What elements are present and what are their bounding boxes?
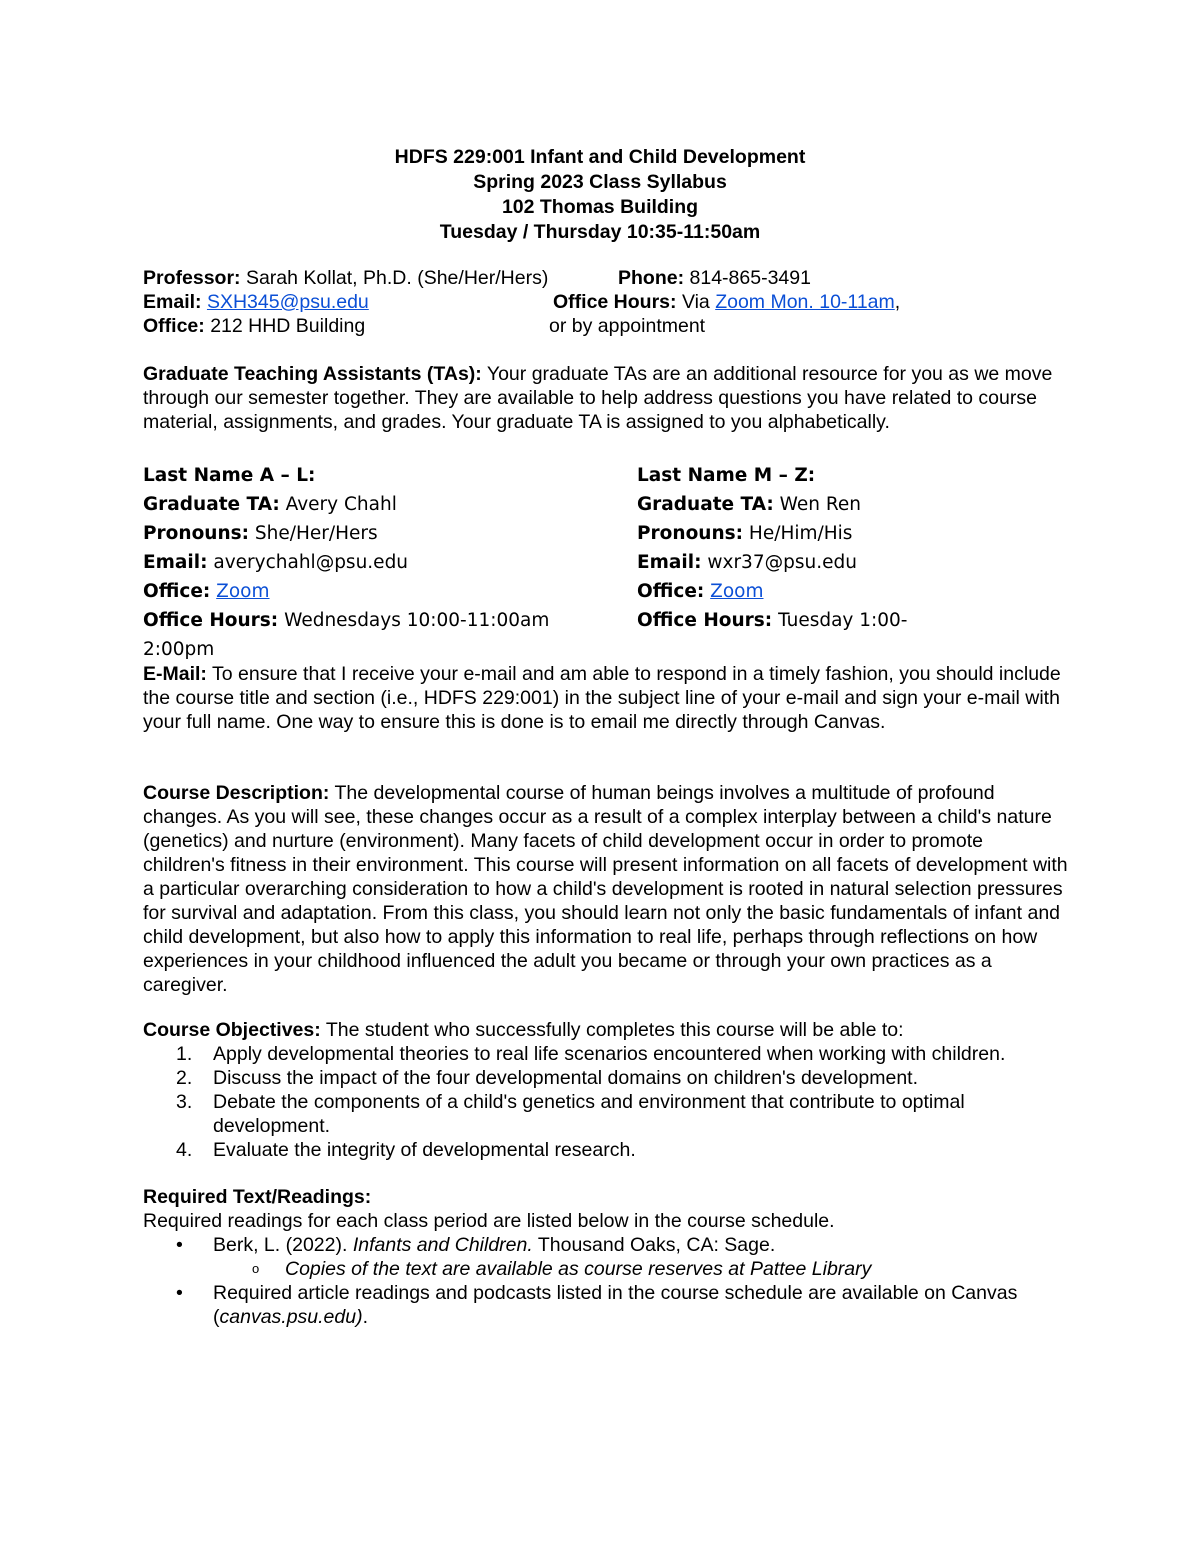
required-text-intro: Required readings for each class period are listed below in the course schedule.	[143, 1210, 835, 1232]
graduate-ta-text: Your graduate TAs are an additional resource for you as we move through our semester together. They are available to help address questions you have related to course material, assignments, and grades. Your graduate TA is assigned to you alphabetically.	[143, 363, 1053, 433]
objective-number: 4.	[176, 1139, 193, 1161]
ta-left-office-line: Office: Zoom	[143, 581, 270, 602]
office-location: 212 HHD Building	[210, 315, 366, 337]
course-meeting-times: Tuesday / Thursday 10:35-11:50am	[439, 221, 761, 243]
objective-number: 1.	[176, 1043, 193, 1065]
course-description-heading: Course Description:	[143, 782, 330, 804]
reading-item-textbook: Berk, L. (2022). Infants and Children. Thousand Oaks, CA: Sage.	[213, 1234, 776, 1256]
graduate-ta-heading: Graduate Teaching Assistants (TAs):	[143, 363, 482, 385]
email-policy-text: To ensure that I receive your e-mail and am able to respond in a timely fashion, you should include the course title and section (i.e., HDFS 229:001) in the subject line of your e-mail and sign your e-mail with your full name. One way to ensure this is done is to email me directly through Canvas.	[143, 663, 1061, 733]
appointment-note: or by appointment	[549, 315, 706, 337]
ta-left-pronouns: She/Her/Hers	[254, 523, 378, 544]
professor-label: Professor:	[143, 267, 241, 289]
course-objectives-intro	[143, 1018, 1068, 1042]
ta-right-group-heading: Last Name M – Z:	[637, 465, 816, 486]
reserve-note: Copies of the text are available as course reserves at Pattee Library	[285, 1258, 872, 1280]
reading-item-canvas: Required article readings and podcasts listed in the course schedule are available on Canvas (canvas.psu.edu).	[213, 1282, 1018, 1328]
objective-item: Apply developmental theories to real life scenarios encountered when working with children.	[213, 1043, 1006, 1065]
ta-right-pronouns-line: Pronouns: He/Him/His	[637, 523, 853, 544]
ta-left-group-heading: Last Name A – L:	[143, 465, 316, 486]
ta-right-email-line: Email: wxr37@psu.edu	[637, 552, 857, 573]
ta-left-hours: Wednesdays 10:00-11:00am	[284, 610, 550, 631]
objective-item: Evaluate the integrity of developmental research.	[213, 1139, 636, 1161]
ta-right-email: wxr37@psu.edu	[707, 552, 857, 573]
course-objectives-heading: Course Objectives:	[143, 1019, 321, 1041]
bullet-icon: •	[176, 1282, 183, 1304]
email-policy-heading: E-Mail:	[143, 663, 207, 685]
ta-left-email: averychahl@psu.edu	[213, 552, 409, 573]
course-location: 102 Thomas Building	[501, 196, 699, 218]
course-objectives-intro-text: The student who successfully completes this course will be able to:	[325, 1019, 904, 1041]
required-text-heading: Required Text/Readings:	[143, 1186, 372, 1208]
ta-right-hours: Tuesday 1:00-	[778, 610, 908, 631]
ta-left-email-line: Email: averychahl@psu.edu	[143, 552, 409, 573]
bullet-icon: •	[176, 1234, 183, 1256]
professor-email-link[interactable]: SXH345@psu.edu	[206, 291, 369, 313]
ta-right-name-line: Graduate TA: Wen Ren	[637, 494, 861, 515]
course-title: HDFS 229:001 Infant and Child Development	[394, 146, 806, 168]
ta-right-zoom-link[interactable]: Zoom	[710, 581, 764, 602]
ta-left-hours-line: Office Hours: Wednesdays 10:00-11:00am	[143, 610, 550, 631]
course-description-paragraph	[143, 781, 1068, 997]
ta-left-pronouns-line: Pronouns: She/Her/Hers	[143, 523, 378, 544]
course-description-text: The developmental course of human beings involves a multitude of profound changes. As you will see, these changes occur as a result of a complex interplay between a child's nature (genetics) and nurture (environment). Many facets of child development occur in order to promote children's fitness in their environment. This course will present information on all facets of development with a particular overarching consideration to how a child's development is rooted in natural selection pressures for survival and adaptation. From this class, you should learn not only the basic fundamentals of infant and child development, but also how to apply this information to real life, perhaps through reflections on how experiences in your childhood influenced the adult you became or through your own practices as a caregiver.	[143, 782, 1068, 996]
office-label: Office:	[143, 315, 205, 337]
canvas-url: canvas.psu.edu)	[219, 1306, 363, 1328]
objective-number: 3.	[176, 1091, 193, 1113]
professor-name: Sarah Kollat, Ph.D. (She/Her/Hers)	[245, 267, 549, 289]
email-label: Email:	[143, 291, 202, 313]
graduate-ta-paragraph	[143, 362, 1068, 434]
professor-line	[143, 266, 548, 290]
ta-right-pronouns: He/Him/His	[748, 523, 853, 544]
objective-item: Discuss the impact of the four developmental domains on children's development.	[213, 1067, 919, 1089]
office-hours-prefix: Via	[681, 291, 710, 313]
phone-label: Phone:	[618, 267, 685, 289]
syllabus-subtitle: Spring 2023 Class Syllabus	[473, 171, 727, 193]
phone-number: 814-865-3491	[689, 267, 811, 289]
textbook-title: Infants and Children.	[352, 1234, 533, 1256]
zoom-office-hours-link[interactable]: Zoom Mon. 10-11am	[715, 291, 895, 313]
ta-left-name-line: Graduate TA: Avery Chahl	[143, 494, 397, 515]
sub-bullet-icon: o	[252, 1261, 260, 1276]
phone-line	[618, 266, 811, 290]
ta-right-name: Wen Ren	[779, 494, 861, 515]
email-line	[143, 290, 369, 314]
objective-number: 2.	[176, 1067, 193, 1089]
office-line	[143, 314, 365, 338]
office-hours-line	[553, 290, 900, 314]
office-hours-comma: ,	[894, 291, 901, 313]
email-policy-paragraph	[143, 662, 1068, 734]
objective-item: Debate the components of a child's genetics and environment that contribute to optimal development.	[213, 1091, 965, 1137]
office-hours-label: Office Hours:	[553, 291, 677, 313]
ta-right-hours-line: Office Hours: Tuesday 1:00-	[637, 610, 908, 631]
ta-left-zoom-link[interactable]: Zoom	[216, 581, 270, 602]
ta-left-name: Avery Chahl	[285, 494, 397, 515]
ta-hours-wrap: 2:00pm	[143, 639, 215, 660]
ta-right-office-line: Office: Zoom	[637, 581, 764, 602]
